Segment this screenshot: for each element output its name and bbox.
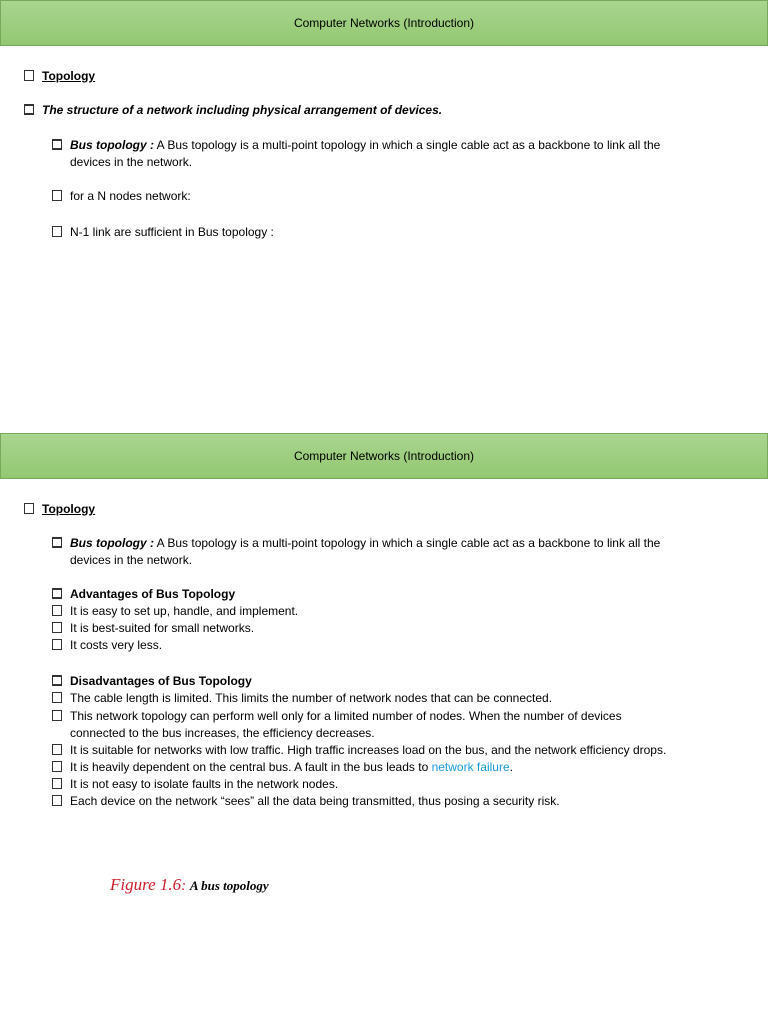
- bullet-icon: [52, 710, 62, 721]
- disadvantage-text: The cable length is limited. This limits the number of network nodes that can be connected.: [70, 691, 553, 705]
- topic-title: Topology: [42, 69, 96, 83]
- bullet-icon: [52, 744, 62, 755]
- figure-separator: :: [181, 878, 190, 894]
- disadvantage-text: It is suitable for networks with low traffic. High traffic increases load on the bus, and the network efficiency drops.: [70, 743, 667, 757]
- disadvantage-text: This network topology can perform well only for a limited number of nodes. When the number of devices: [70, 709, 622, 723]
- advantage-text: It costs very less.: [70, 638, 163, 652]
- bullet-icon: [52, 605, 62, 616]
- bus-label: Bus topology :: [70, 536, 154, 550]
- period-text: .: [509, 760, 513, 774]
- bullet-icon: [52, 190, 62, 201]
- bus-text: A Bus topology is a multi-point topology in which a single cable act as a backbone to link all the: [154, 536, 661, 550]
- bullet-icon: [52, 622, 62, 633]
- links-text: N-1 link are sufficient in Bus topology :: [70, 225, 274, 239]
- bus-definition-line: [52, 137, 660, 154]
- advantage-text: It is best-suited for small networks.: [70, 621, 255, 635]
- bullet-icon: [52, 795, 62, 806]
- bullet-icon: [52, 692, 62, 703]
- disadvantages-title: Disadvantages of Bus Topology: [70, 674, 252, 688]
- figure-caption: [110, 875, 269, 895]
- advantages-title-line: [52, 586, 235, 603]
- bullet-icon: [52, 761, 62, 772]
- definition-text: The structure of a network including physical arrangement of devices.: [42, 103, 443, 117]
- bus-definition-line: [52, 535, 660, 552]
- list-item: [52, 759, 513, 776]
- topic-line: [24, 68, 95, 85]
- figure-number: Figure 1.6: [110, 875, 182, 894]
- bus-text: A Bus topology is a multi-point topology in which a single cable act as a backbone to link all the: [154, 138, 661, 152]
- n-nodes-text: for a N nodes network:: [70, 189, 191, 203]
- slide-1: [0, 0, 768, 430]
- bus-label: Bus topology :: [70, 138, 154, 152]
- topic-title: Topology: [42, 502, 96, 516]
- advantages-title: Advantages of Bus Topology: [70, 587, 236, 601]
- topic-line: [24, 501, 95, 518]
- list-item: [52, 742, 666, 759]
- bullet-icon: [52, 139, 62, 150]
- bullet-icon: [52, 226, 62, 237]
- list-item: [52, 620, 254, 637]
- disadvantages-title-line: [52, 673, 252, 690]
- links-line: [52, 224, 274, 241]
- bus-definition-cont: devices in the network.: [70, 553, 193, 567]
- bullet-icon: [52, 675, 62, 686]
- list-item: [52, 776, 338, 793]
- list-item: [52, 708, 622, 725]
- disadvantage-text: It is not easy to isolate faults in the network nodes.: [70, 777, 339, 791]
- disadvantage-text: It is heavily dependent on the central bus. A fault in the bus leads to: [70, 760, 432, 774]
- list-item: [52, 637, 162, 654]
- disadvantage-text: Each device on the network “sees” all the data being transmitted, thus posing a security risk.: [70, 794, 560, 808]
- bullet-icon: [24, 503, 34, 514]
- disadvantage-text-cont: connected to the bus increases, the efficiency decreases.: [70, 726, 375, 740]
- network-failure-link[interactable]: network failure: [431, 760, 510, 774]
- bullet-icon: [24, 104, 34, 115]
- advantage-text: It is easy to set up, handle, and implement.: [70, 604, 299, 618]
- slide-header: Computer Networks (Introduction): [0, 433, 768, 479]
- bullet-icon: [52, 639, 62, 650]
- list-item: [52, 793, 560, 810]
- slide-2: [0, 433, 768, 1024]
- slide-header: Computer Networks (Introduction): [0, 0, 768, 46]
- list-item: [52, 603, 298, 620]
- n-nodes-line: [52, 188, 191, 205]
- bus-definition-cont: devices in the network.: [70, 155, 193, 169]
- bullet-icon: [52, 778, 62, 789]
- bullet-icon: [24, 70, 34, 81]
- figure-caption-text: A bus topology: [189, 878, 269, 893]
- list-item: [52, 690, 552, 707]
- bullet-icon: [52, 537, 62, 548]
- bullet-icon: [52, 588, 62, 599]
- definition-line: [24, 102, 442, 119]
